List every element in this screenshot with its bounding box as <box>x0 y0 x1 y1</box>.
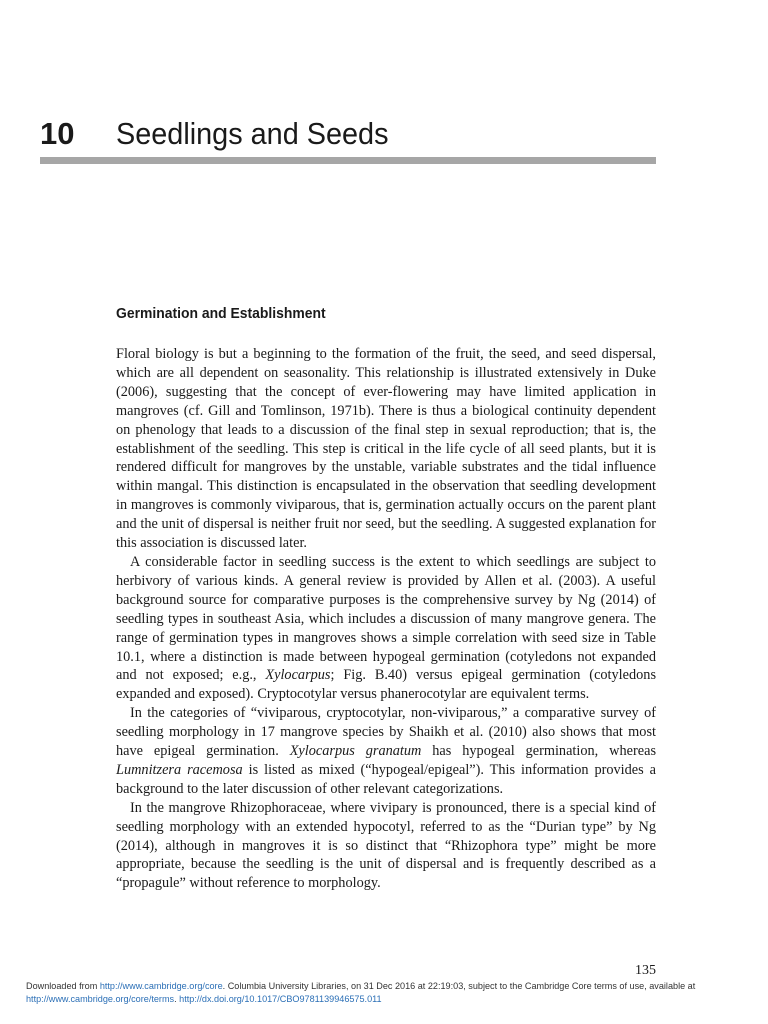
footer-prefix: Downloaded from <box>26 981 100 991</box>
footer-access-note: . Columbia University Libraries, on 31 Dec 2016 at 22:19:03, subject to the Cambridge Core terms of use, available at <box>222 981 696 991</box>
cambridge-core-link[interactable]: http://www.cambridge.org/core <box>99 981 223 991</box>
italic-species-name: Lumnitzera racemosa <box>116 761 243 778</box>
paragraph-3 <box>116 704 656 799</box>
terms-link[interactable]: http://www.cambridge.org/core/terms <box>26 993 175 1004</box>
footer-line-2 <box>26 993 761 1006</box>
header-rule <box>40 157 656 164</box>
chapter-number: 10 <box>40 116 75 151</box>
chapter-header <box>40 112 660 156</box>
italic-species-name: Xylocarpus <box>265 667 331 684</box>
paragraph-text: In the categories of “viviparous, cryptocotylar, non-viviparous,” a comparative survey of seedling morphology in 17 mangrove species by Shaikh et al. (2010) also shows that most have epigeal germination. <box>116 705 656 760</box>
paragraph-4 <box>116 799 656 894</box>
paragraph-text: is listed as mixed (“hypogeal/epigeal”). This information provides a background to the later discussion of other relevant categorizations. <box>116 761 656 797</box>
doi-link[interactable]: http://dx.doi.org/10.1017/CBO9781139946575.011 <box>179 993 382 1004</box>
paragraph-2 <box>116 553 656 704</box>
paragraph-text: has hypogeal germination, whereas <box>421 743 657 760</box>
paragraph-text: Floral biology is but a beginning to the formation of the fruit, the seed, and seed dispersal, which are all dependent on seasonality. This relationship is illustrated extensively in Duke (2006), suggesting that the concept of ever-flowering may have limited application in mangroves (cf. Gill and Tomlinson, 1971b). There is thus a biological continuity dependent on phenology that leads to a discussion of the final step in sexual reproduction; that is, the establishment of the seedling. This step is critical in the life cycle of all seed plants, but it is rendered difficult for mangroves by the unstable, variable substrates and the tidal influence within mangal. This distinction is encapsulated in the observation that seedling development in mangroves is commonly viviparous, that is, germination actually occurs on the parent plant and the unit of dispersal is neither fruit nor seed, but the seedling. A suggested explanation for this association is discussed later. <box>116 346 656 552</box>
section-heading: Germination and Establishment <box>116 306 326 322</box>
paragraph-1 <box>116 345 656 553</box>
body-text <box>116 345 656 893</box>
chapter-title: Seedlings and Seeds <box>116 116 389 151</box>
download-footer <box>26 980 761 1005</box>
paragraph-text: A considerable factor in seedling success is the extent to which seedlings are subject to herbivory of various kinds. A general review is provided by Allen et al. (2003). A useful background source for comparative purposes is the comprehensive survey by Ng (2014) of seedling types in southeast Asia, which includes a discussion of many mangrove genera. The range of germination types in mangroves shows a simple correlation with seed size in Table 10.1, where a distinction is made between hypogeal germination (cotyledons not expanded and not exposed; e.g., <box>116 553 656 684</box>
italic-species-name: Xylocarpus granatum <box>289 743 422 760</box>
paragraph-text: In the mangrove Rhizophoraceae, where vivipary is pronounced, there is a special kind of seedling morphology with an extended hypocotyl, referred to as the “Durian type” by Ng (2014), although in mangroves it is so distinct that “Rhizophora type” might be more appropriate, because the seedling is the unit of dispersal and is frequently described as a “propagule” without reference to morphology. <box>116 799 656 892</box>
page-number: 135 <box>635 963 656 978</box>
footer-separator: . <box>174 993 180 1004</box>
paragraph-text: ; Fig. B.40) versus epigeal germination (cotyledons expanded and exposed). Cryptocotylar versus phanerocotylar are equivalent terms. <box>116 667 657 703</box>
footer-line-1 <box>26 980 761 993</box>
